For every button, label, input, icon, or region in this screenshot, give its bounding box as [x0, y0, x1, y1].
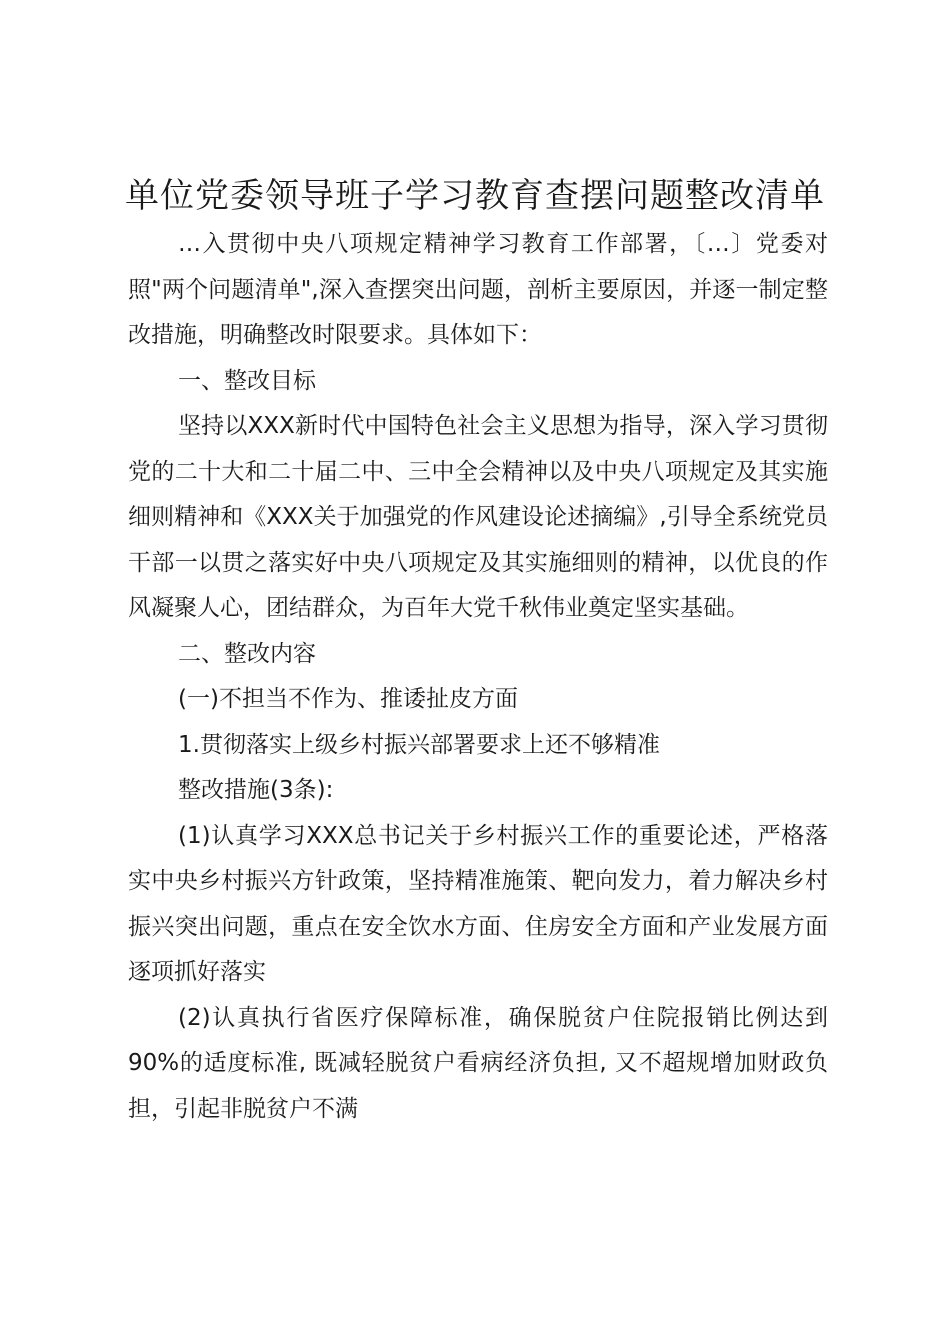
section-heading-goals: 一、整改目标 — [178, 367, 316, 394]
measure-item-1: (1)认真学习XXX总书记关于乡村振兴工作的重要论述，严格落实中央乡村振兴方针政策，坚持精准施策、靶向发力，着力解决乡村振兴突出问题，重点在安全饮水方面、住房安全方面和产业发展方面逐项抓好落实 — [128, 822, 828, 985]
intro-paragraph: …入贯彻中央八项规定精神学习教育工作部署，〔…〕党委对照"两个问题清单",深入查摆突出问题，剖析主要原因，并逐一制定整改措施，明确整改时限要求。具体如下： — [128, 231, 828, 348]
section-heading-content: 二、整改内容 — [178, 640, 316, 667]
measures-label: 整改措施(3条): — [178, 777, 334, 803]
goals-paragraph: 坚持以XXX新时代中国特色社会主义思想为指导，深入学习贯彻党的二十大和二十届二中、三中全会精神以及中央八项规定及其实施细则精神和《XXX关于加强党的作风建设论述摘编》,引导全系统党员干部一以贯之落实好中央八项规定及其实施细则的精神，以优良的作风凝聚人心，团结群众，为百年大党千秋伟业奠定坚实基础。 — [128, 413, 828, 621]
item-heading: 1.贯彻落实上级乡村振兴部署要求上还不够精准 — [178, 731, 660, 758]
measure-item-2: (2)认真执行省医疗保障标准，确保脱贫户住院报销比例达到90%的适度标准, 既减轻脱贫户看病经济负担, 又不超规增加财政负担，引起非脱贫户不满 — [128, 1004, 828, 1122]
document-body — [128, 222, 828, 1132]
subsection-heading: (一)不担当不作为、推诿扯皮方面 — [178, 686, 518, 712]
document-title: 单位党委领导班子学习教育查摆问题整改清单 — [125, 176, 825, 216]
